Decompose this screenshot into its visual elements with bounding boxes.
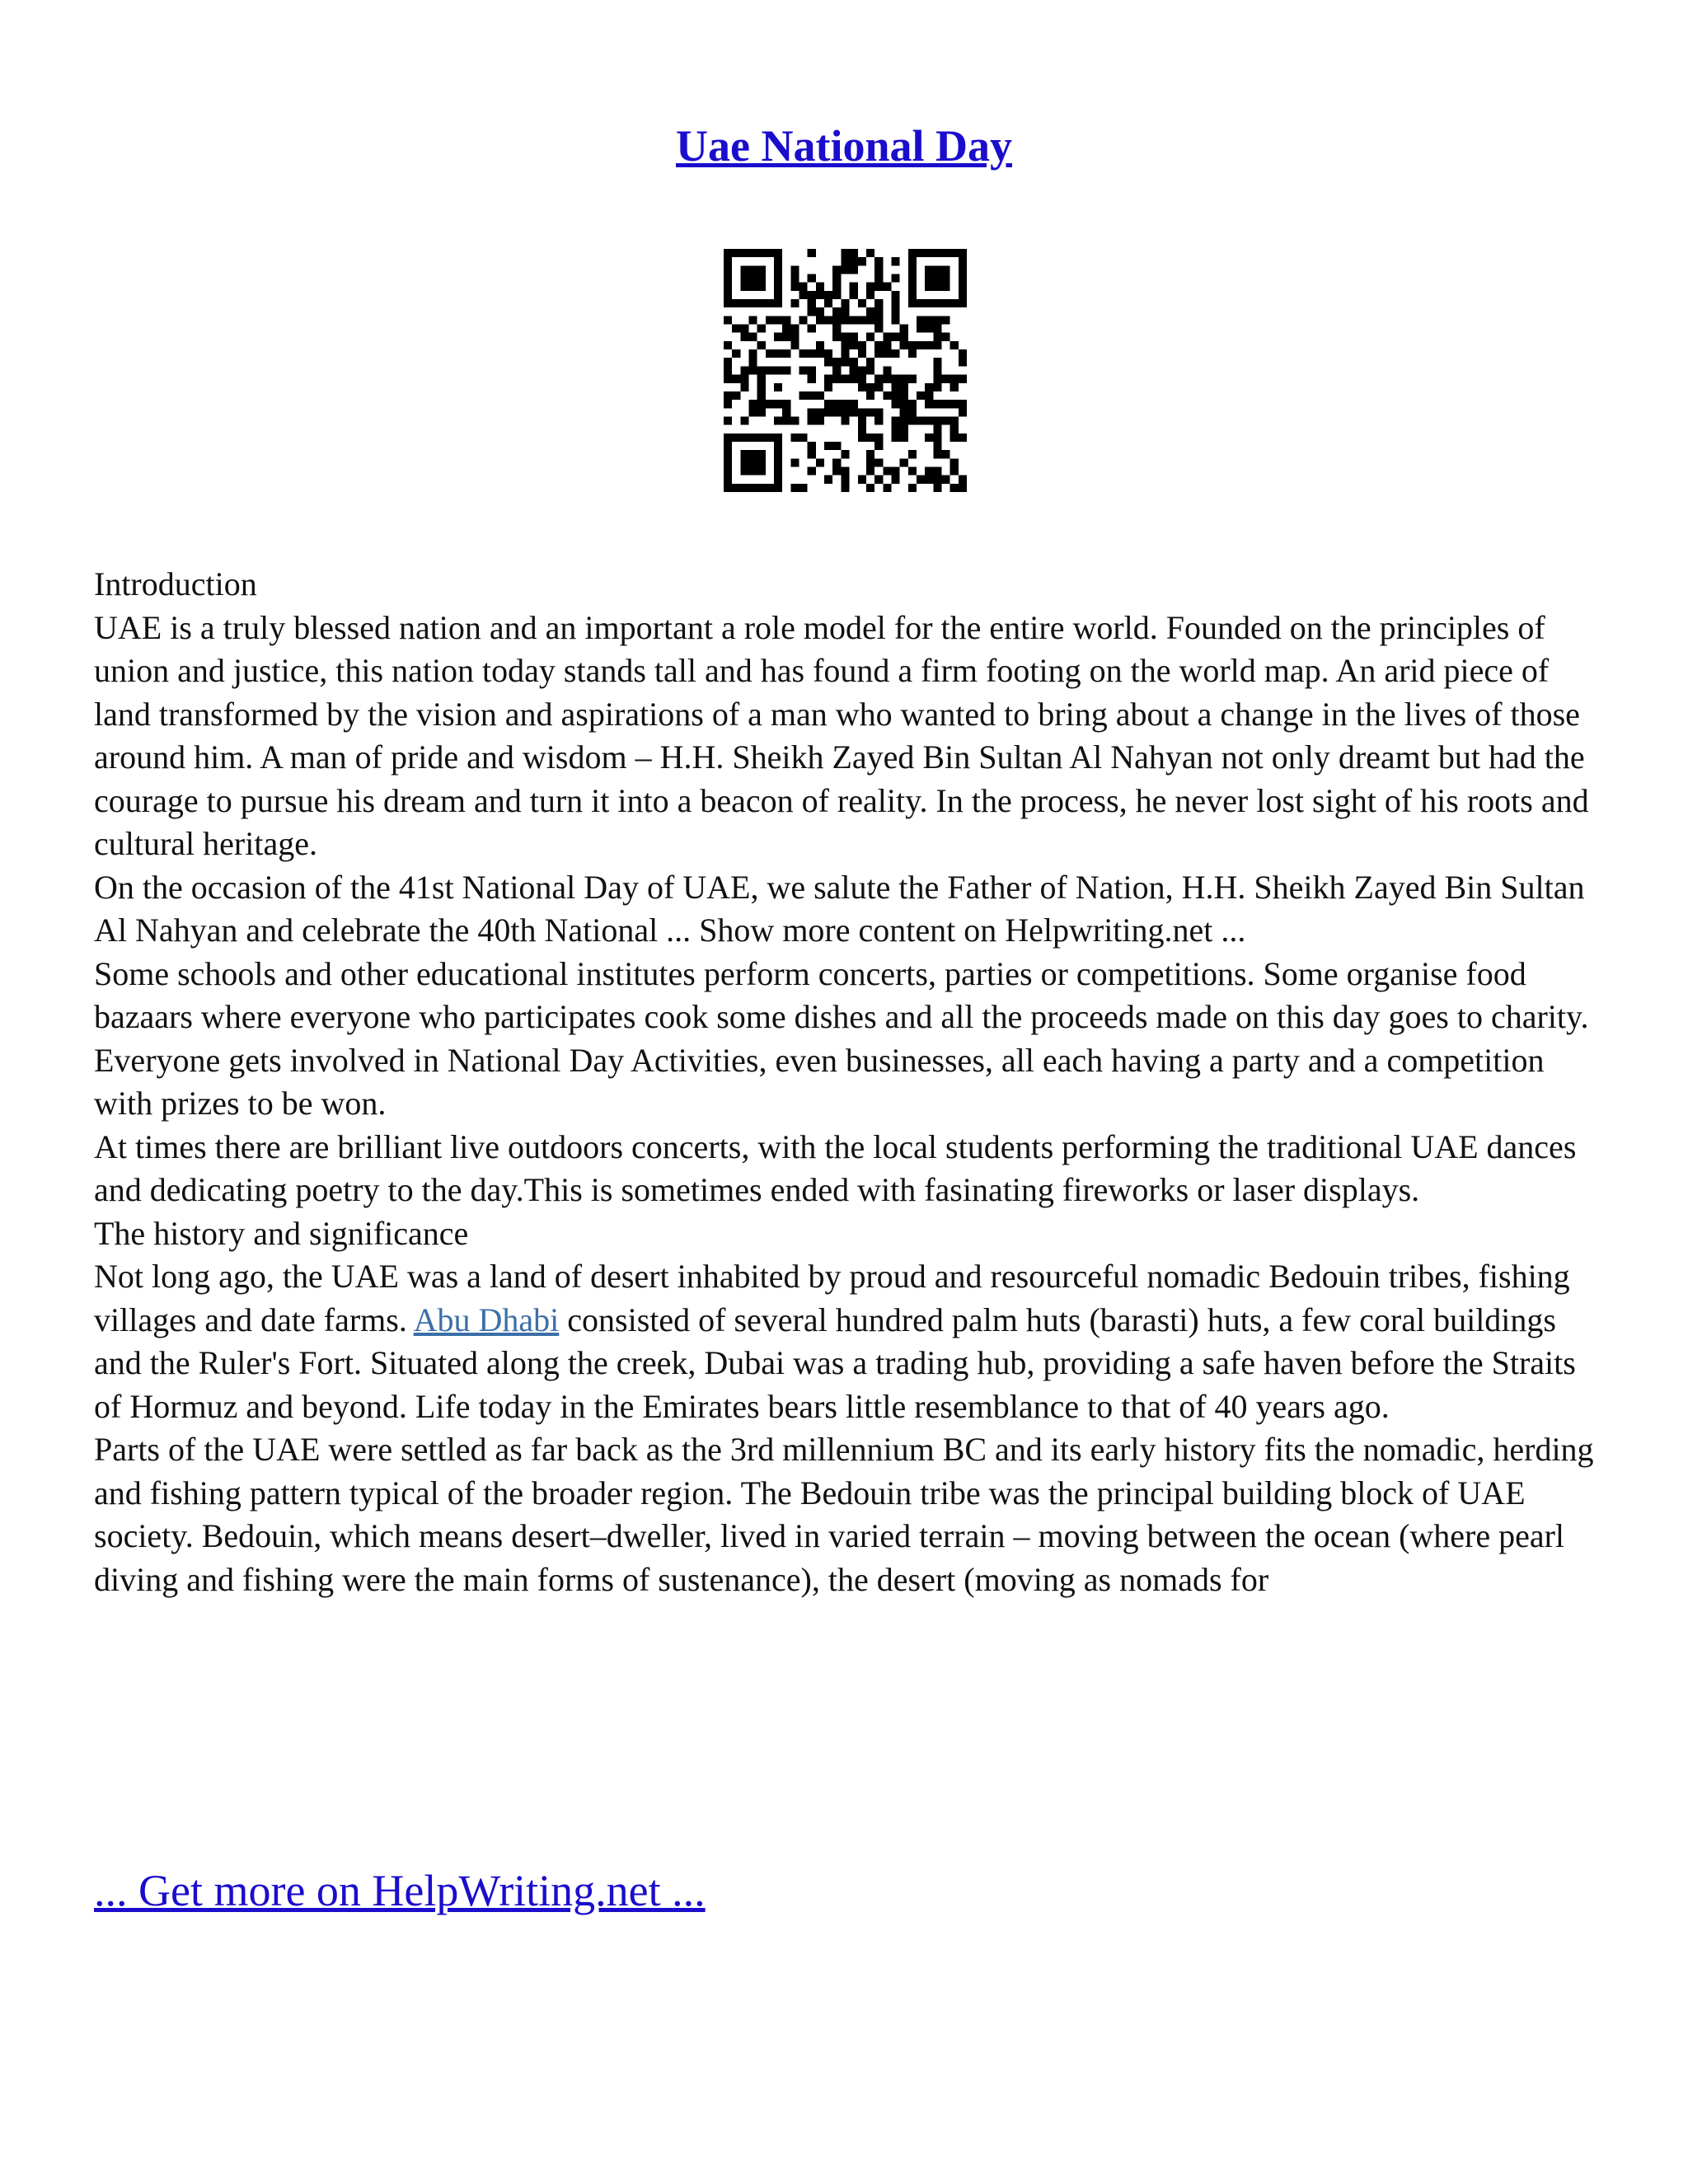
get-more-link[interactable]: ... Get more on HelpWriting.net ... xyxy=(94,1866,706,1915)
heading-introduction: Introduction xyxy=(94,565,257,602)
abu-dhabi-link[interactable]: Abu Dhabi xyxy=(413,1301,560,1338)
paragraph-intro: UAE is a truly blessed nation and an important a role model for the entire world. Founded on the principles of union and justice, this nation today stands tall and has found a firm footing on the world map. An arid piece of land transformed by the vision and aspirations of a man who wanted to bring about a change in the lives of those around him. A man of pride and wisdom – H.H. Sheikh Zayed Bin Sultan Al Nahyan not only dreamt but had the courage to pursue his dream and turn it into a beacon of reality. In the process, he never lost sight of his roots and cultural heritage. xyxy=(94,608,1589,862)
history-text-before-link: Not long ago, the UAE was a land of desert inhabited by proud and resourceful nomadic Bedouin tribes, fishing villages and date farms. xyxy=(94,1258,1570,1338)
paragraph-concerts: At times there are brilliant live outdoors concerts, with the local students performing the traditional UAE dances and dedicating poetry to the day.This is sometimes ended with fasinating fireworks or laser displays. xyxy=(94,1127,1577,1208)
heading-history: The history and significance xyxy=(94,1214,469,1252)
paragraph-41st-national-day: On the occasion of the 41st National Day of UAE, we salute the Father of Nation, H.H. Sheikh Zayed Bin Sultan Al Nahyan and celebrate the 40th National ... Show more content on Helpwriting.net ... xyxy=(94,868,1585,949)
paragraph-bedouin: Parts of the UAE were settled as far back as the 3rd millennium BC and its early history fits the nomadic, herding and fishing pattern typical of the broader region. The Bedouin tribe was the principal building block of UAE society. Bedouin, which means desert–dweller, lived in varied terrain – moving between the ocean (where pearl diving and fishing were the main forms of sustenance), the desert (moving as nomads for xyxy=(94,1431,1594,1598)
paragraph-schools: Some schools and other educational institutes perform concerts, parties or competitions. Some organise food bazaars where everyone who participates cook some dishes and all the proceeds made on this day goes to charity. xyxy=(94,954,1589,1035)
qr-code-icon xyxy=(724,249,967,492)
paragraph-businesses: Everyone gets involved in National Day Activities, even businesses, all each having a party and a competition with prizes to be won. xyxy=(94,1041,1545,1122)
article-body xyxy=(94,563,1602,1601)
title-link[interactable]: Uae National Day xyxy=(676,121,1012,171)
paragraph-history xyxy=(94,1255,1602,1428)
history-text-after-link: consisted of several hundred palm huts (barasti) huts, a few coral buildings and the Ruler's Fort. Situated along the creek, Dubai was a trading hub, providing a safe haven before the Straits of Hormuz and beyond. Life today in the Emirates bears little resemblance to that of 40 years ago. xyxy=(94,1301,1576,1425)
page-title xyxy=(0,120,1688,172)
